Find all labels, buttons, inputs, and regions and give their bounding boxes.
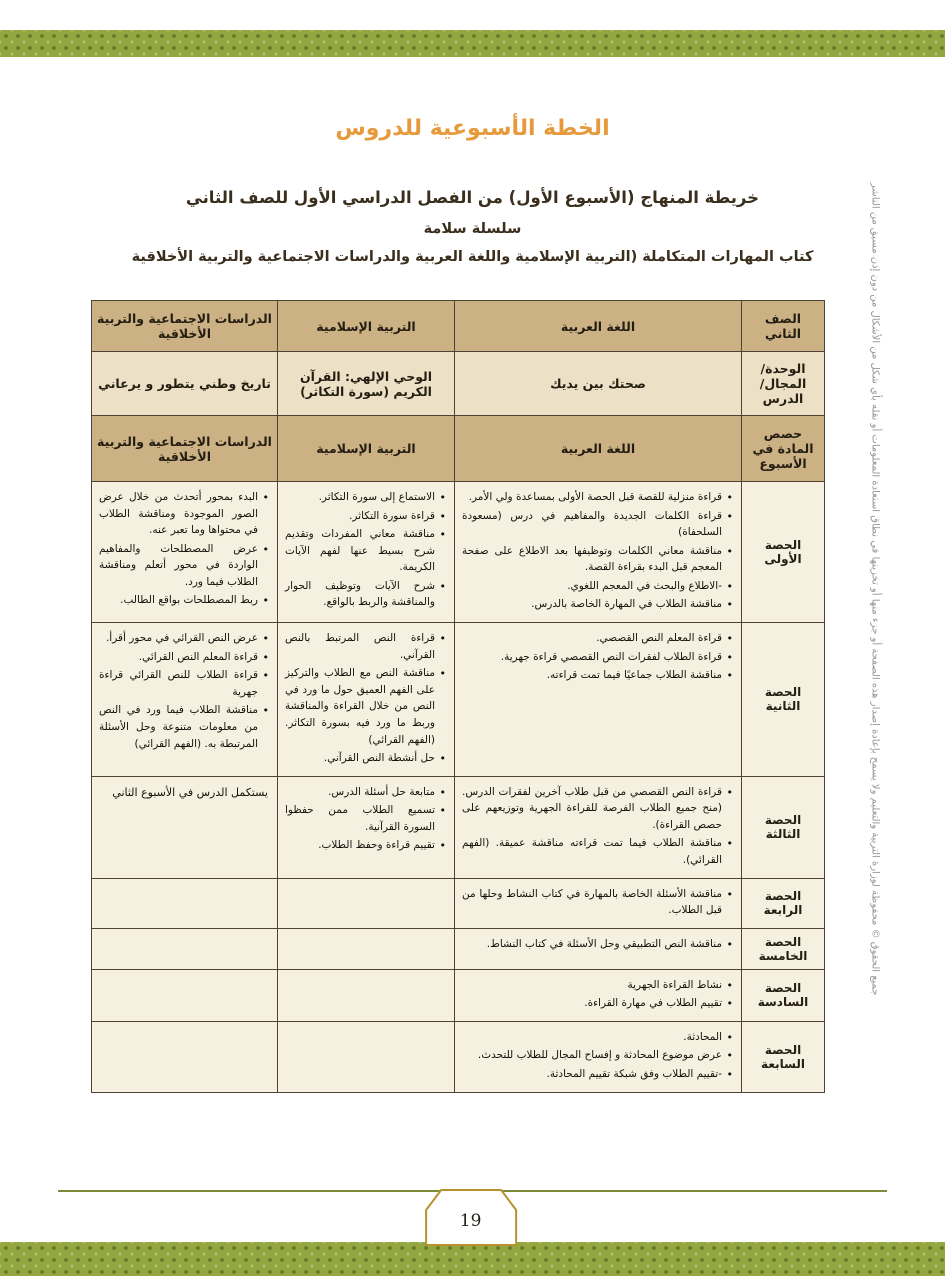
session-islamic-cell (278, 969, 455, 1021)
subject-social: الدراسات الاجتماعية والتربية الأخلاقية (92, 416, 278, 482)
session-social-cell (92, 878, 278, 928)
header-social: الدراسات الاجتماعية والتربية الأخلاقية (92, 301, 278, 352)
bullet-list (285, 784, 447, 854)
session-row (92, 1021, 825, 1092)
page-number: 19 (459, 1210, 482, 1231)
copyright-vertical-text: جميع الحقوق © محفوظة لوزارة التربية والتعليم ولا يسمح بإعادة إصدار هذه الصفحة أو جزء منها أو تخزينها في نطاق استعادة المعلومات أو نقله بأي شكل من الأشكال من دون إذن مسبق من الناشر (869, 182, 881, 996)
bullet-item: • قراءة المعلم النص القرائي. (99, 649, 270, 666)
bullet-item: • قراءة النص المرتبط بالنص القرآني. (285, 630, 447, 663)
bullet-item: • شرح الآيات وتوظيف الحوار والمناقشة والربط بالواقع. (285, 578, 447, 611)
bullet-item: • قراءة منزلية للقصة قبل الحصة الأولى بمساعدة ولي الأمر. (462, 489, 734, 506)
session-islamic-cell (278, 482, 455, 623)
bullet-item: • نشاط القراءة الجهرية (462, 977, 734, 994)
page-title: الخطة الأسبوعية للدروس (335, 116, 610, 141)
cell-text: يستكمل الدرس في الأسبوع الثاني (112, 785, 268, 799)
session-social-cell (92, 482, 278, 623)
session-arabic-cell (455, 482, 742, 623)
bullet-item: • البدء بمحور أتحدث من خلال عرض الصور الموجودة ومناقشة الطلاب في محتواها وما تعبر عنه. (99, 489, 270, 539)
bullet-item: • عرض النص القرائي في محور أقرأ. (99, 630, 270, 647)
session-arabic-cell (455, 623, 742, 777)
header-islamic: التربية الإسلامية (278, 301, 455, 352)
session-row (92, 928, 825, 969)
subject-row-label: حصص المادة في الأسبوع (742, 416, 825, 482)
session-islamic-cell (278, 928, 455, 969)
unit-row (92, 352, 825, 416)
session-islamic-cell (278, 878, 455, 928)
bullet-item: • مناقشة الطلاب في المهارة الخاصة بالدرس. (462, 596, 734, 613)
decorative-band-top (0, 30, 945, 57)
bullet-list (462, 977, 734, 1012)
bullet-list (285, 489, 447, 611)
bullet-item: • مناقشة الطلاب فيما ورد في النص من معلومات متنوعة وحل الأسئلة المرتبطة به. (الفهم القرائي) (99, 702, 270, 752)
bullet-item: • تقييم قراءة وحفظ الطلاب. (285, 837, 447, 854)
subtitle-curriculum-map: خريطة المنهاج (الأسبوع الأول) من الفصل الدراسي الأول للصف الثاني (185, 188, 760, 207)
session-social-cell (92, 928, 278, 969)
session-arabic-cell (455, 928, 742, 969)
bullet-list (99, 630, 270, 752)
session-social-cell (92, 969, 278, 1021)
bullet-item: • قراءة الطلاب لفقرات النص القصصي قراءة جهرية. (462, 649, 734, 666)
bullet-item: • المحادثة. (462, 1029, 734, 1046)
bullet-list (99, 489, 270, 609)
bullet-item: • قراءة سورة التكاثر. (285, 508, 447, 525)
decorative-band-bottom (0, 1242, 945, 1276)
bullet-item: • مناقشة الطلاب جماعيًا فيما تمت قراءته. (462, 667, 734, 684)
session-arabic-cell (455, 969, 742, 1021)
session-row (92, 776, 825, 878)
session-label: الحصة الثالثة (742, 776, 825, 878)
subject-islamic: التربية الإسلامية (278, 416, 455, 482)
subject-row (92, 416, 825, 482)
bullet-item: • عرض موضوع المحادثة و إفساح المجال للطلاب للتحدث. (462, 1047, 734, 1064)
session-label: الحصة الخامسة (742, 928, 825, 969)
table-header-row (92, 301, 825, 352)
unit-social: تاريخ وطني يتطور و يرعاني (92, 352, 278, 416)
session-row (92, 623, 825, 777)
session-social-cell (92, 776, 278, 878)
bullet-item: • قراءة الطلاب للنص القرائي قراءة جهرية (99, 667, 270, 700)
session-social-cell (92, 623, 278, 777)
header-arabic: اللغة العربية (455, 301, 742, 352)
bullet-item: • عرض المصطلحات والمفاهيم الواردة في محور أتعلم ومناقشة الطلاب فيما ورد. (99, 541, 270, 591)
subtitle-series: سلسلة سلامة (423, 221, 522, 237)
session-rows (92, 482, 825, 1093)
bullet-list (462, 630, 734, 684)
bullet-item: • مناقشة معاني المفردات وتقديم شرح بسيط عنها لفهم الآيات الكريمة. (285, 526, 447, 576)
session-arabic-cell (455, 776, 742, 878)
session-arabic-cell (455, 1021, 742, 1092)
session-label: الحصة الأولى (742, 482, 825, 623)
page-number-badge (424, 1189, 518, 1246)
header-grade: الصف الثاني (742, 301, 825, 352)
bullet-item: • الاستماع إلى سورة التكاثر. (285, 489, 447, 506)
bullet-item: • تقييم الطلاب في مهارة القراءة. (462, 995, 734, 1012)
session-row (92, 969, 825, 1021)
bullet-item: • حل أنشطة النص القرآني. (285, 750, 447, 767)
weekly-plan-table (91, 300, 825, 1093)
bullet-item: • مناقشة النص التطبيقي وحل الأسئلة في كتاب النشاط. (462, 936, 734, 953)
bullet-list (462, 784, 734, 869)
session-label: الحصة السابعة (742, 1021, 825, 1092)
bullet-item: • -تقييم الطلاب وفق شبكة تقييم المحادثة. (462, 1066, 734, 1083)
unit-row-label: الوحدة/ المجال/الدرس (742, 352, 825, 416)
session-arabic-cell (455, 878, 742, 928)
bullet-list (462, 489, 734, 613)
bullet-item: • ربط المصطلحات بواقع الطالب. (99, 592, 270, 609)
session-islamic-cell (278, 1021, 455, 1092)
bullet-item: • متابعة حل أسئلة الدرس. (285, 784, 447, 801)
bullet-item: • مناقشة النص مع الطلاب والتركيز على الفهم العميق حول ما ورد في النص من خلال القراءة والمناقشة وربط ما ورد فيه بسورة التكاثر. (الفهم القرائي) (285, 665, 447, 748)
session-row (92, 482, 825, 623)
bullet-list (462, 886, 734, 919)
bullet-list (462, 1029, 734, 1083)
subtitle-book: كتاب المهارات المتكاملة (التربية الإسلامية واللغة العربية والدراسات الاجتماعية والتربية الأخلاقية (131, 249, 814, 265)
subject-arabic: اللغة العربية (455, 416, 742, 482)
session-label: الحصة السادسة (742, 969, 825, 1021)
session-social-cell (92, 1021, 278, 1092)
bullet-list (285, 630, 447, 767)
bullet-item: • مناقشة معاني الكلمات وتوظيفها بعد الاطلاع على صفحة المعجم قبل البدء بقراءة القصة. (462, 543, 734, 576)
bullet-item: • -الاطلاع والبحث في المعجم اللغوي. (462, 578, 734, 595)
bullet-item: • قراءة الكلمات الجديدة والمفاهيم في درس (مسعودة السلحفاة) (462, 508, 734, 541)
session-row (92, 878, 825, 928)
session-islamic-cell (278, 776, 455, 878)
unit-islamic: الوحي الإلهي: القرآن الكريم (سورة التكاثر) (278, 352, 455, 416)
session-islamic-cell (278, 623, 455, 777)
unit-arabic: صحتك بين يديك (455, 352, 742, 416)
bullet-list (462, 936, 734, 953)
bullet-item: • مناقشة الأسئلة الخاصة بالمهارة في كتاب النشاط وحلها من قبل الطلاب. (462, 886, 734, 919)
bullet-item: • تسميع الطلاب ممن حفظوا السورة القرآنية. (285, 802, 447, 835)
bullet-item: • مناقشة الطلاب فيما تمت قراءته مناقشة عميقة. (الفهم القرائي). (462, 835, 734, 868)
session-label: الحصة الرابعة (742, 878, 825, 928)
bullet-item: • قراءة المعلم النص القصصي. (462, 630, 734, 647)
bullet-item: • قراءة النص القصصي من قبل طلاب آخرين لفقرات الدرس. (منح جميع الطلاب الفرصة للقراءة الجهرية وتوزيعهم على حصص القراءة). (462, 784, 734, 834)
session-label: الحصة الثانية (742, 623, 825, 777)
fixed-rows (92, 301, 825, 482)
